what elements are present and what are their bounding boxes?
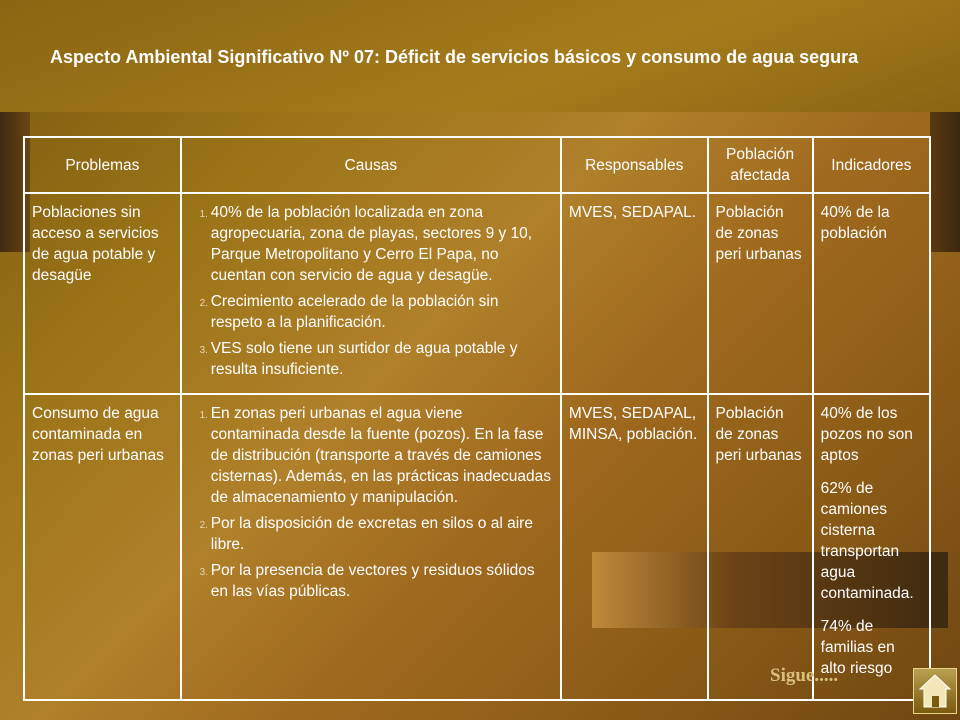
cause-item: 2. Crecimiento acelerado de la población sin respeto a la planificación. [211, 291, 553, 333]
cause-item: 1. 40% de la población localizada en zona agropecuaria, zona de playas, sectores 9 y 10, Parque Metropolitano y Cerro El Papa, no cuentan con servicio de agua y desagüe. [211, 202, 553, 286]
header-problemas: Problemas [24, 137, 181, 193]
header-poblacion: Población afectada [708, 137, 813, 193]
responsible-cell: MVES, SEDAPAL. [561, 193, 708, 394]
population-cell: Población de zonas peri urbanas [708, 193, 813, 394]
indicator-item: 74% de familias en alto riesgo [820, 618, 895, 677]
cause-item: 3. VES solo tiene un surtidor de agua potable y resulta insuficiente. [211, 338, 553, 380]
indicator-item: 40% de los pozos no son aptos [820, 405, 913, 464]
header-causas: Causas [181, 137, 561, 193]
next-slide-link[interactable]: Sigue..... [770, 665, 839, 686]
table-header-row [24, 137, 930, 193]
population-cell: Población de zonas peri urbanas [708, 394, 813, 700]
cause-item: 1. En zonas peri urbanas el agua viene contaminada desde la fuente (pozos). En la fase de distribución (transporte a través de camiones cisternas). Además, en las prácticas inadecuadas de almacenamiento y manipulación. [211, 403, 553, 508]
indicator-item: 62% de camiones cisterna transportan agua contaminada. [820, 480, 914, 602]
cause-item: 2. Por la disposición de excretas en silos o al aire libre. [211, 513, 553, 555]
cause-item: 3. Por la presencia de vectores y residuos sólidos en las vías públicas. [211, 560, 553, 602]
indicator-cell [813, 394, 930, 700]
problem-cell: Consumo de agua contaminada en zonas peri urbanas [24, 394, 181, 700]
indicator-cell: 40% de la población [813, 193, 930, 394]
causes-list [189, 403, 553, 602]
data-table [23, 136, 931, 701]
causes-list [189, 202, 553, 380]
home-button[interactable] [913, 668, 957, 714]
problem-cell: Poblaciones sin acceso a servicios de agua potable y desagüe [24, 193, 181, 394]
header-responsables: Responsables [561, 137, 708, 193]
responsible-cell: MVES, SEDAPAL, MINSA, población. [561, 394, 708, 700]
home-icon [914, 669, 956, 713]
background-right-accent [930, 112, 960, 252]
causes-cell [181, 394, 561, 700]
table-row [24, 394, 930, 700]
slide-title: Aspecto Ambiental Significativo Nº 07: Déficit de servicios básicos y consumo de agua segura [50, 47, 859, 67]
table-row [24, 193, 930, 394]
header-indicadores: Indicadores [813, 137, 930, 193]
causes-cell [181, 193, 561, 394]
